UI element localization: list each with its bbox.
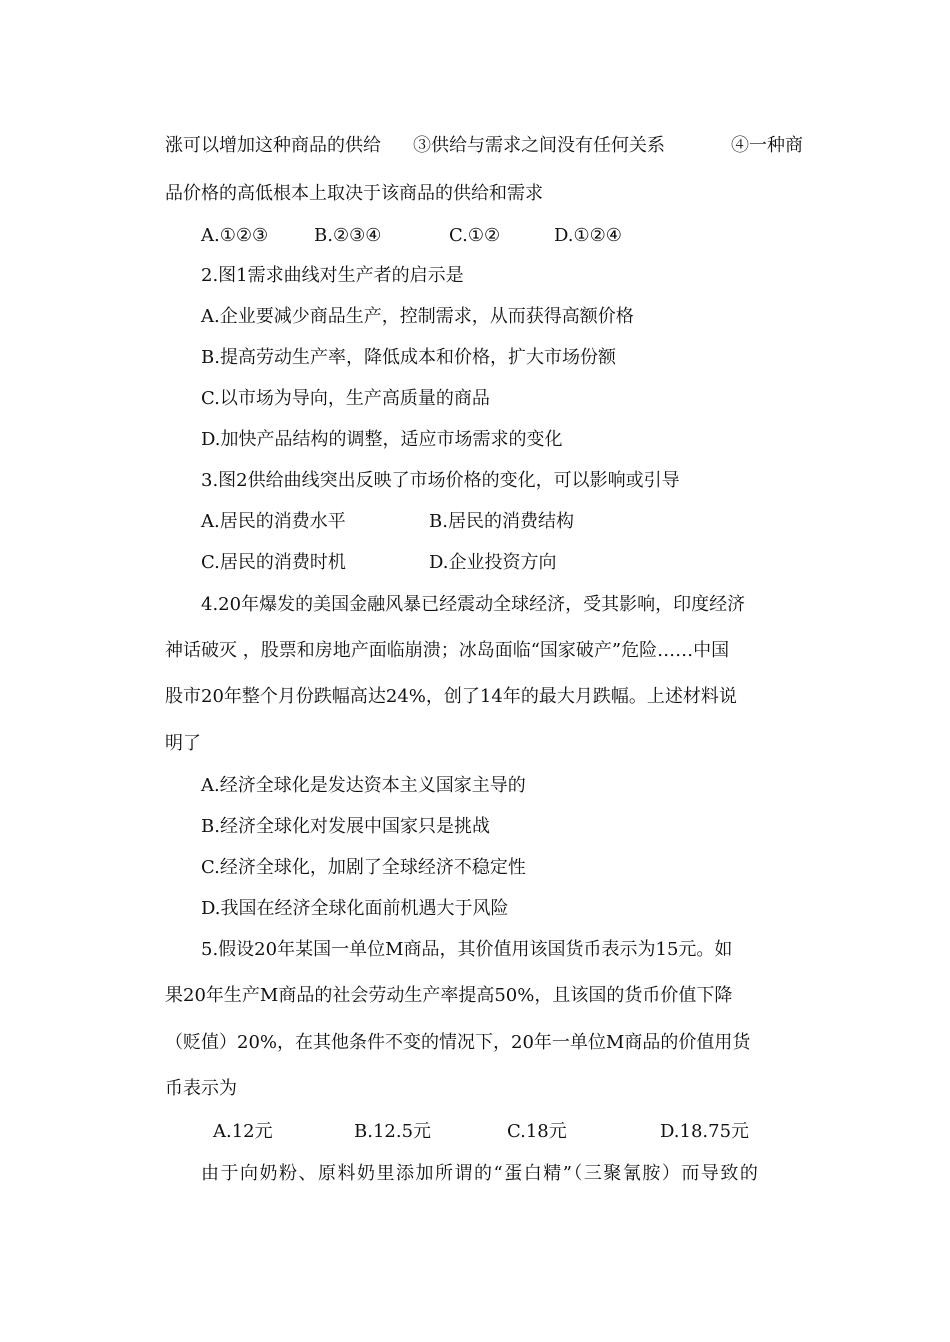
q4-line-4: 明了	[165, 733, 201, 754]
q4-option-c: C.经济全球化，加剧了全球经济不稳定性	[201, 857, 526, 878]
q1-cont-line-1	[165, 134, 803, 158]
q5-line-1: 5.假设20年某国一单位M商品，其价值用该国货币表示为15元。如	[201, 939, 733, 960]
q4-line-3: 股市20年整个月份跌幅高达24%，创了14年的最大月跌幅。上述材料说	[165, 686, 737, 707]
q3-option-a: A.居民的消费水平	[201, 511, 346, 532]
q5-line-4: 币表示为	[165, 1078, 237, 1099]
q4-line-2: 神话破灭 ，股票和房地产面临崩溃；冰岛面临“国家破产”危险……中国	[165, 640, 730, 661]
q3-option-c: C.居民的消费时机	[201, 552, 346, 573]
q2-option-c: C.以市场为导向，生产高质量的商品	[201, 388, 490, 409]
q2-stem: 2.图1需求曲线对生产者的启示是	[201, 265, 464, 286]
q1-option-b: B.②③④	[314, 225, 382, 246]
q2-option-a: A.企业要减少商品生产，控制需求，从而获得高额价格	[201, 306, 634, 327]
q5-option-b: B.12.5元	[354, 1121, 432, 1142]
q1-cont-text-b: ③供给与需求之间没有任何关系	[413, 135, 665, 156]
q1-cont-line-2: 品价格的高低根本上取决于该商品的供给和需求	[165, 183, 543, 204]
q3-option-b: B.居民的消费结构	[429, 511, 574, 532]
q1-cont-text-a: 涨可以增加这种商品的供给	[165, 135, 381, 156]
q1-option-a: A.①②③	[201, 225, 269, 246]
q2-option-d: D.加快产品结构的调整，适应市场需求的变化	[201, 429, 563, 450]
q1-option-d: D.①②④	[554, 225, 622, 246]
q1-cont-text-c: ④一种商	[731, 135, 803, 156]
q2-option-b: B.提高劳动生产率，降低成本和价格，扩大市场份额	[201, 347, 616, 368]
q5-option-c: C.18元	[507, 1121, 567, 1142]
q3-stem: 3.图2供给曲线突出反映了市场价格的变化，可以影响或引导	[201, 470, 680, 491]
q5-line-3: （贬值）20%，在其他条件不变的情况下，20年一单位M商品的价值用货	[165, 1032, 751, 1053]
tail-paragraph: 由于向奶粉、原料奶里添加所谓的“蛋白精”（三聚氰胺）而导致的	[201, 1163, 760, 1184]
q4-option-d: D.我国在经济全球化面前机遇大于风险	[201, 898, 509, 919]
q3-option-d: D.企业投资方向	[429, 552, 557, 573]
q1-option-c: C.①②	[449, 225, 501, 246]
q5-option-a: A.12元	[213, 1121, 273, 1142]
q5-option-d: D.18.75元	[660, 1121, 750, 1142]
q4-line-1: 4.20年爆发的美国金融风暴已经震动全球经济，受其影响，印度经济	[201, 594, 746, 615]
q5-line-2: 果20年生产M商品的社会劳动生产率提高50%，且该国的货币价值下降	[165, 985, 733, 1006]
q4-option-b: B.经济全球化对发展中国家只是挑战	[201, 816, 490, 837]
q4-option-a: A.经济全球化是发达资本主义国家主导的	[201, 775, 526, 796]
